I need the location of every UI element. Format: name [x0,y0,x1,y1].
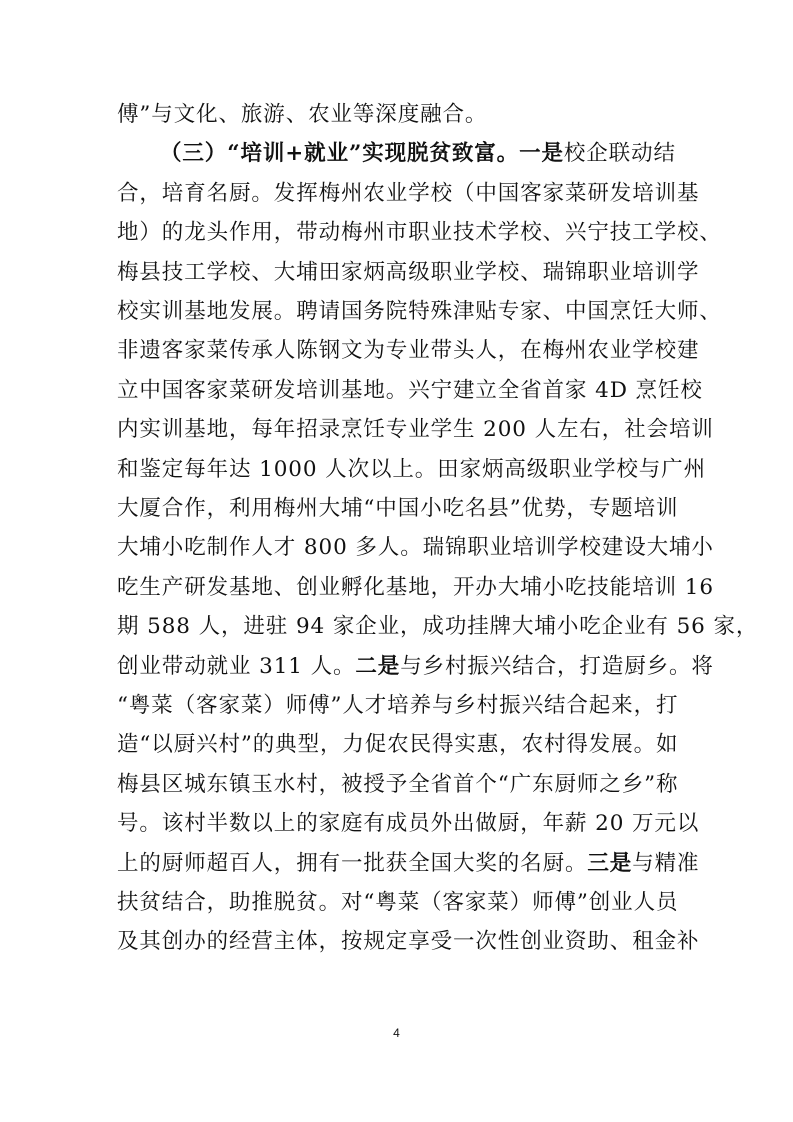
text-run: 校实训基地发展。聘请国务院特殊津贴专家、中国烹饪大师、 [117,299,722,324]
paragraph-line [117,890,677,916]
text-run: 合，培育名厨。发挥梅州农业学校（中国客家菜研发培训基 [117,180,700,206]
paragraph-line [117,299,722,325]
text-run: 大埔小吃制作人才 800 多人。瑞锦职业培训学校建设大埔小 [117,535,714,561]
page-number: 4 [393,1026,400,1040]
paragraph-line [117,496,677,522]
paragraph-line [117,811,700,837]
text-run: 和鉴定每年达 1000 人次以上。田家炳高级职业学校与广州 [117,456,706,482]
text-run: 傅”与文化、旅游、农业等深度融合。 [117,102,488,127]
text-run: 校企联动结 [563,141,676,167]
bold-text-run: 一是 [519,141,564,167]
paragraph-line [117,259,700,286]
text-run: 与精准 [632,850,700,876]
paragraph-line [117,929,700,955]
paragraph-line [117,693,677,719]
paragraph-line [117,850,700,877]
text-run: 期 588 人，进驻 94 家企业，成功挂牌大埔小吃企业有 56 家， [117,614,759,640]
text-run: 非遗客家菜传承人陈钢文为专业带头人，在梅州农业学校建 [117,338,700,364]
text-run: 造“以厨兴村”的典型，力促农民得实惠，农村得发展。如 [117,732,679,758]
text-run: “粤菜（客家菜）师傅”人才培养与乡村振兴结合起来，打 [117,693,679,718]
paragraph-line [117,377,703,404]
paragraph-line [117,535,714,561]
paragraph-line [117,338,700,364]
paragraph-line [117,772,677,798]
bold-text-run: 三是 [587,850,633,876]
text-run: 号。该村半数以上的家庭有成员外出做厨，年薪 20 万元以 [117,811,700,837]
bold-text-run: （三）“培训+就业”实现脱贫致富。 [160,141,520,167]
text-run: 扶贫结合，助推脱贫。对“粤菜（客家菜）师傅”创业人员 [117,890,679,915]
paragraph-line [117,180,700,207]
text-run: 梅县技工学校、大埔田家炳高级职业学校、瑞锦职业培训学 [117,259,700,285]
text-run: 上的厨师超百人，拥有一批获全国大奖的名厨。 [117,850,588,876]
paragraph-line [117,614,759,640]
paragraph-line [117,574,714,601]
paragraph-line [117,456,706,483]
bold-text-run: 二是 [355,653,401,679]
paragraph-line [117,732,677,758]
text-run: 梅县区城东镇玉水村，被授予全省首个“广东厨师之乡”称 [117,771,679,797]
section-heading-line [160,141,677,167]
text-run: 与乡村振兴结合，打造厨乡。将 [400,653,714,679]
text-run: 内实训基地，每年招录烹饪专业学生 200 人左右，社会培训 [117,417,714,443]
text-run: 地）的龙头作用，带动梅州市职业技术学校、兴宁技工学校、 [117,220,722,246]
text-run: 立中国客家菜研发培训基地。兴宁建立全省首家 4D 烹饪校 [117,377,703,403]
paragraph-line [117,653,714,680]
text-run: 创业带动就业 311 人。 [117,653,356,679]
paragraph-line [117,220,722,246]
paragraph-line [117,102,677,128]
text-run: 及其创办的经营主体，按规定享受一次性创业资助、租金补 [117,929,700,955]
paragraph-line [117,417,714,443]
text-run: 吃生产研发基地、创业孵化基地，开办大埔小吃技能培训 16 [117,574,714,600]
text-run: 大厦合作，利用梅州大埔“中国小吃名县”优势，专题培训 [117,496,679,521]
